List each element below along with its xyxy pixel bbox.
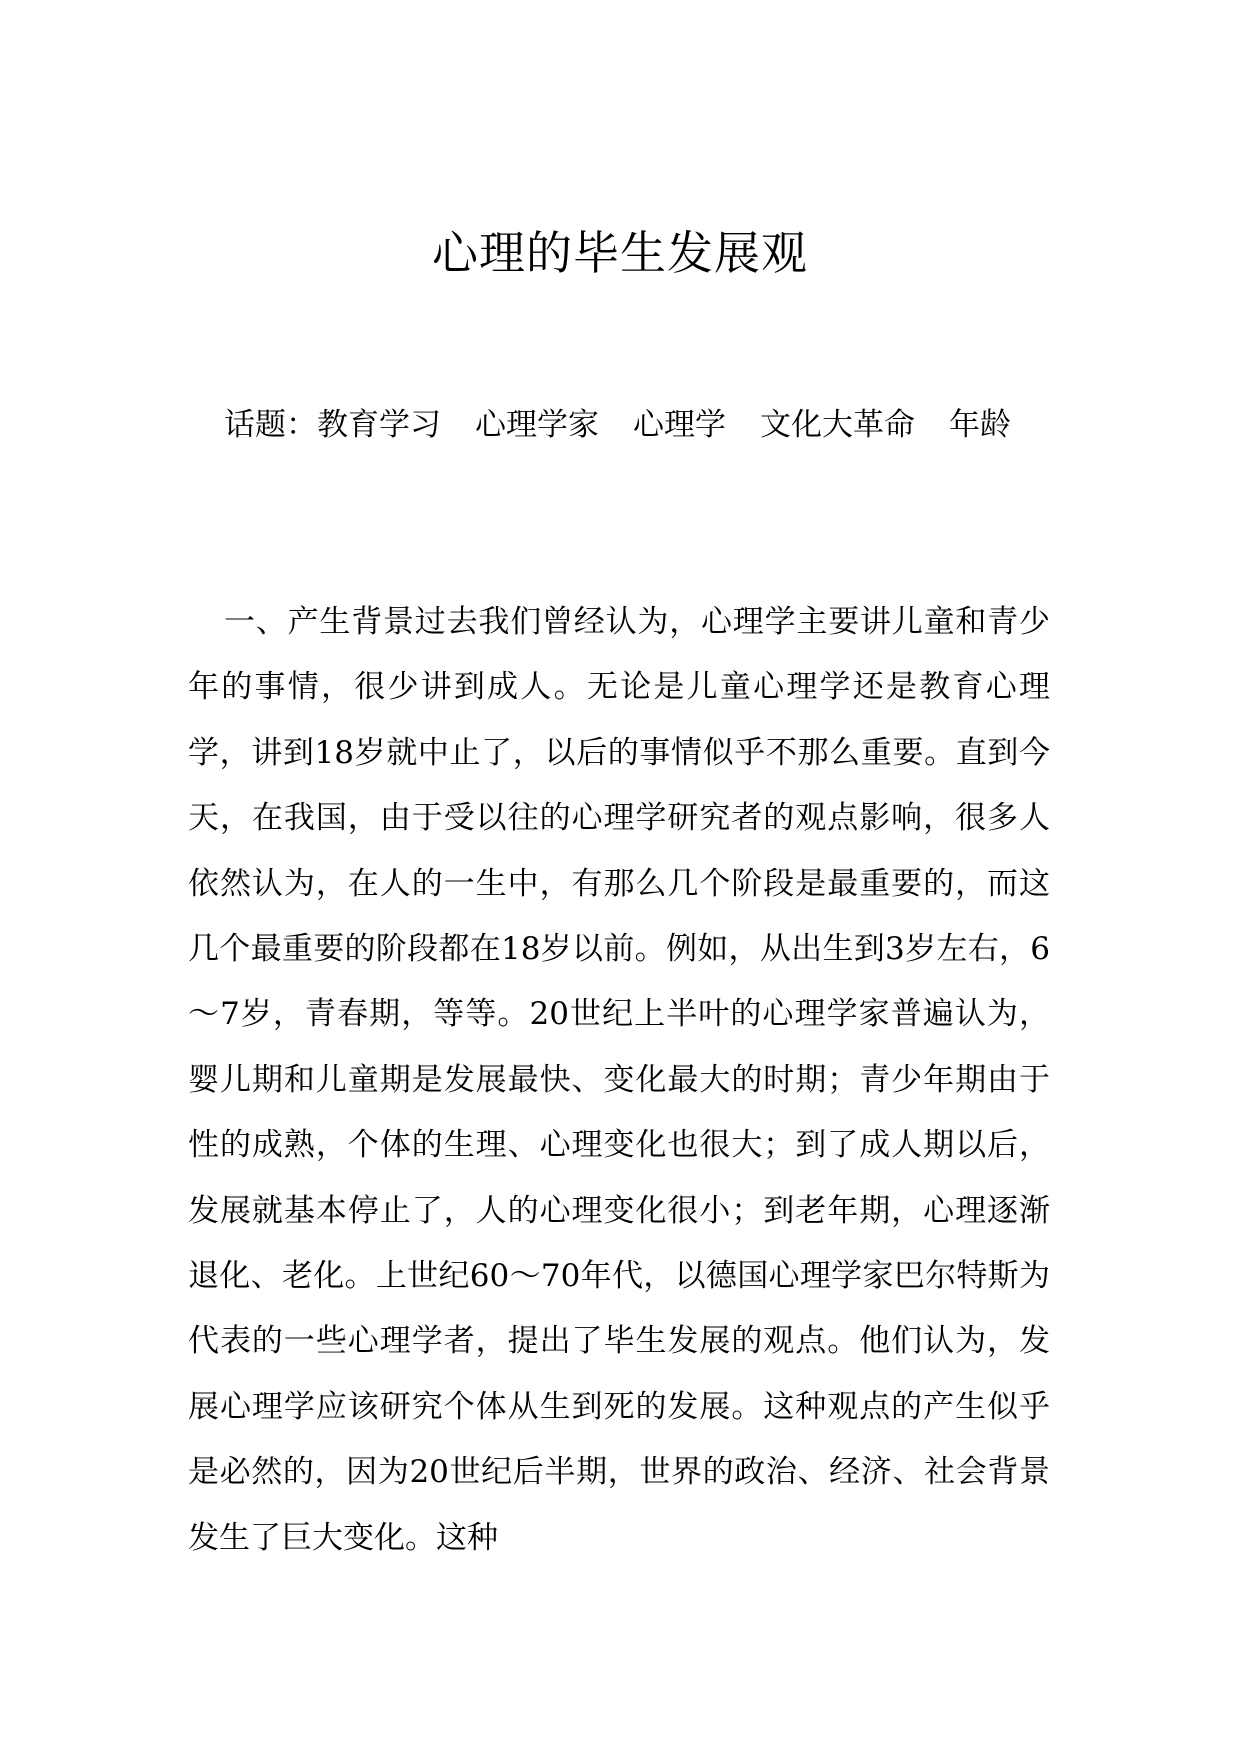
- topics-label: 话题：: [224, 407, 317, 443]
- topic-tag: 心理学家: [475, 407, 599, 443]
- topic-tag: 年龄: [949, 407, 1011, 443]
- topic-tag: 教育学习: [317, 407, 441, 443]
- topic-tag: 文化大革命: [760, 407, 915, 443]
- topics-line: [224, 400, 1124, 450]
- document-title: 心理的毕生发展观: [432, 226, 808, 280]
- body-paragraph: 一、产生背景过去我们曾经认为，心理学主要讲儿童和青少年的事情，很少讲到成人。无论是儿童心理学还是教育心理学，讲到18岁就中止了，以后的事情似乎不那么重要。直到今天，在我国，由于受以往的心理学研究者的观点影响，很多人依然认为，在人的一生中，有那么几个阶段是最重要的，而这几个最重要的阶段都在18岁以前。例如，从出生到3岁左右，6～7岁，青春期，等等。20世纪上半叶的心理学家普遍认为，婴儿期和儿童期是发展最快、变化最大的时期；青少年期由于性的成熟，个体的生理、心理变化也很大；到了成人期以后，发展就基本停止了，人的心理变化很小；到老年期，心理逐渐退化、老化。上世纪60～70年代，以德国心理学家巴尔特斯为代表的一些心理学者，提出了毕生发展的观点。他们认为，发展心理学应该研究个体从生到死的发展。这种观点的产生似乎是必然的，因为20世纪后半期，世界的政治、经济、社会背景发生了巨大变化。这种: [188, 604, 1050, 1556]
- topic-tag: 心理学: [633, 407, 726, 443]
